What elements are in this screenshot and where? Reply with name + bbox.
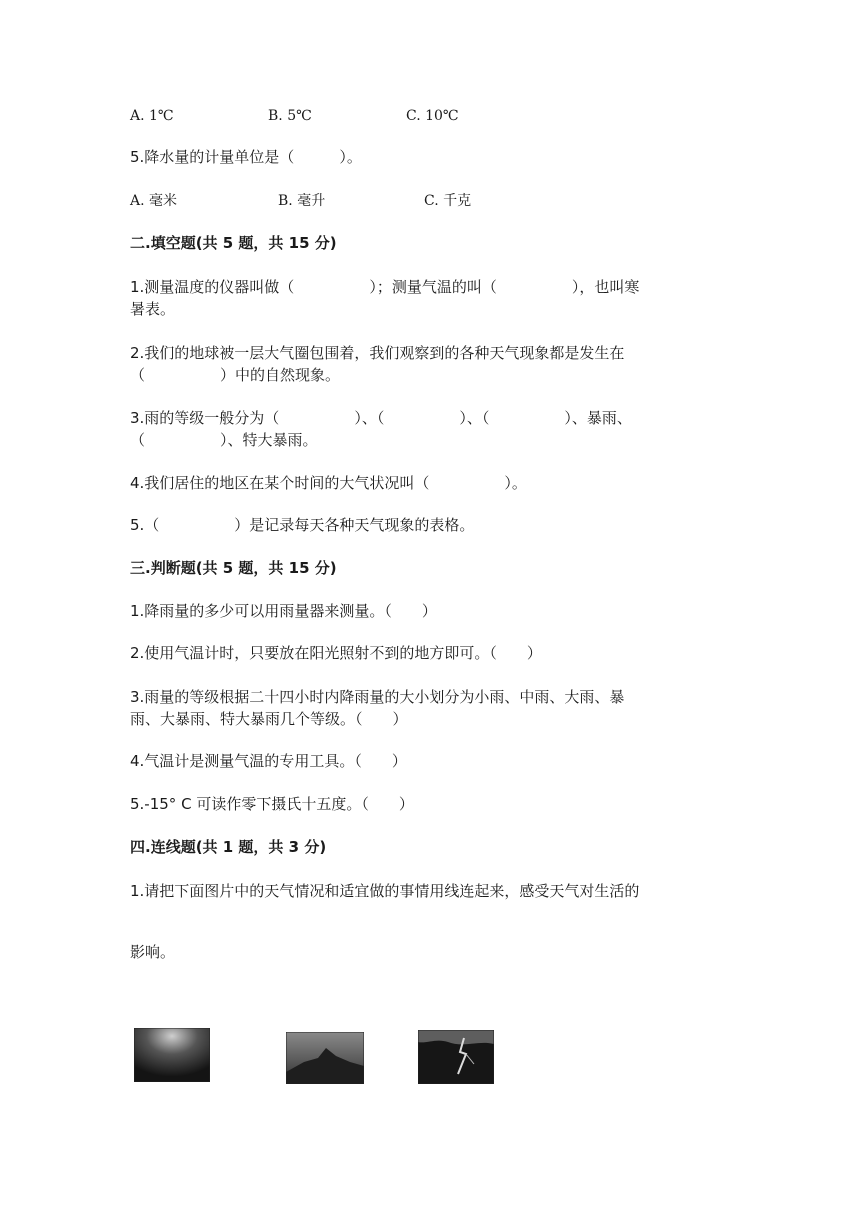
question-5: 5.降水量的计量单位是（ ）。 (130, 148, 362, 166)
fill-question-3-line-1: 3.雨的等级一般分为（ ）、（ ）、（ ）、暴雨、 (130, 409, 632, 427)
fill-question-2-line-2: （ ）中的自然现象。 (130, 366, 341, 384)
fill-question-2-line-1: 2.我们的地球被一层大气圈包围着，我们观察到的各种天气现象都是发生在 (130, 344, 625, 362)
option-b: B. 毫升 (278, 193, 326, 209)
weather-photo-3 (418, 1030, 494, 1084)
matching-question-1-line-2: 影响。 (130, 943, 176, 961)
judge-question-2: 2.使用气温计时，只要放在阳光照射不到的地方即可。（ ） (130, 644, 542, 662)
option-a: A. 毫米 (130, 193, 178, 209)
fill-question-5: 5.（ ）是记录每天各种天气现象的表格。 (130, 516, 475, 534)
weather-photo-1 (134, 1028, 210, 1082)
fill-question-1-line-1: 1.测量温度的仪器叫做（ ）；测量气温的叫（ ），也叫寒 (130, 278, 640, 296)
option-c: C. 千克 (424, 193, 472, 209)
fill-question-1-line-2: 暑表。 (130, 300, 176, 318)
judge-question-1: 1.降雨量的多少可以用雨量器来测量。（ ） (130, 602, 437, 620)
option-b: B. 5℃ (268, 108, 312, 124)
judge-question-5: 5.-15° C 可读作零下摄氏十五度。（ ） (130, 795, 414, 813)
section-heading-fill-in: 二.填空题(共 5 题，共 15 分) (130, 234, 337, 252)
matching-question-1-line-1: 1.请把下面图片中的天气情况和适宜做的事情用线连起来，感受天气对生活的 (130, 882, 640, 900)
weather-photo-2 (286, 1032, 364, 1084)
judge-question-4: 4.气温计是测量气温的专用工具。（ ） (130, 752, 407, 770)
fill-question-3-line-2: （ ）、特大暴雨。 (130, 431, 318, 449)
fill-question-4: 4.我们居住的地区在某个时间的大气状况叫（ ）。 (130, 474, 527, 492)
section-heading-matching: 四.连线题(共 1 题，共 3 分) (130, 838, 327, 856)
section-heading-true-false: 三.判断题(共 5 题，共 15 分) (130, 559, 337, 577)
option-c: C. 10℃ (406, 108, 459, 124)
judge-question-3-line-2: 雨、大暴雨、特大暴雨几个等级。（ ） (130, 710, 408, 728)
judge-question-3-line-1: 3.雨量的等级根据二十四小时内降雨量的大小划分为小雨、中雨、大雨、暴 (130, 688, 625, 706)
option-a: A. 1℃ (130, 108, 174, 124)
